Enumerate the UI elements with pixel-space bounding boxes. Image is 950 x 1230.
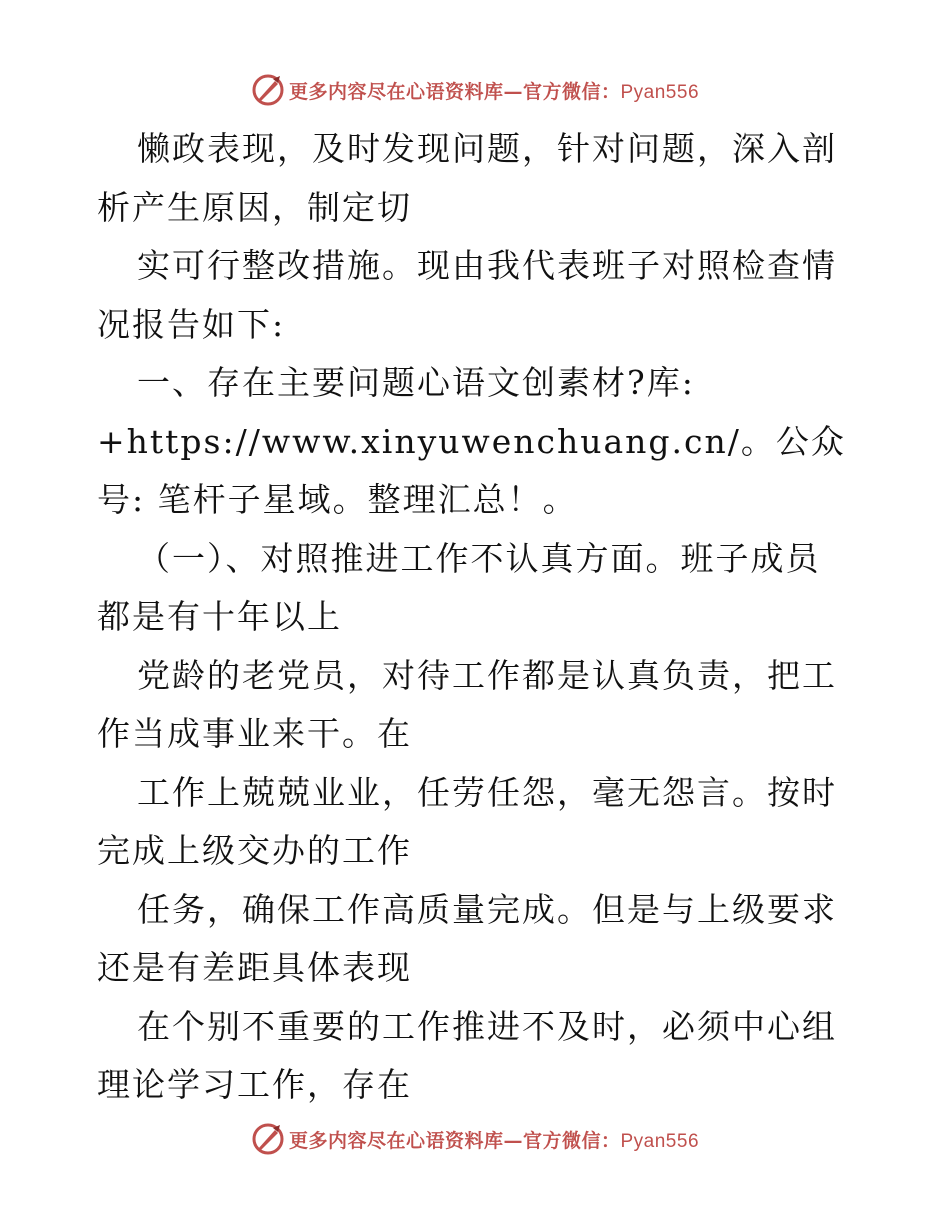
footer-watermark-text: 更多内容尽在心语资料库—官方微信：Pyan556 [288,1129,700,1152]
header-watermark-text: 更多内容尽在心语资料库—官方微信：Pyan556 [288,80,700,103]
quill-logo-icon [251,73,285,107]
paragraph-1: 懒政表现，及时发现问题，针对问题，深入剖析产生原因，制定切 [97,129,837,227]
paragraph-6: 党龄的老党员，对待工作都是认真负责，把工作当成事业来干。在 [97,655,837,753]
paragraph-8: 任务，确保工作高质量完成。但是与上级要求还是有差距具体表现 [97,889,837,987]
quill-logo-icon [251,1122,285,1156]
paragraph-4: +https://www.xinyuwenchuang.cn/。公众号: 笔杆子星域。整理汇总！。 [97,421,846,519]
footer-watermark [0,1119,950,1159]
header-watermark [0,70,950,110]
paragraph-3: 一、存在主要问题心语文创素材?库: [137,363,695,402]
paragraph-7: 工作上兢兢业业，任劳任怨，毫无怨言。按时完成上级交办的工作 [97,772,837,870]
paragraph-5: （一）、对照推进工作不认真方面。班子成员都是有十年以上 [97,538,821,636]
paragraph-2: 实可行整改措施。现由我代表班子对照检查情况报告如下: [97,246,837,344]
document-body [97,120,853,1115]
paragraph-9: 在个别不重要的工作推进不及时，必须中心组理论学习工作，存在 [97,1006,837,1104]
